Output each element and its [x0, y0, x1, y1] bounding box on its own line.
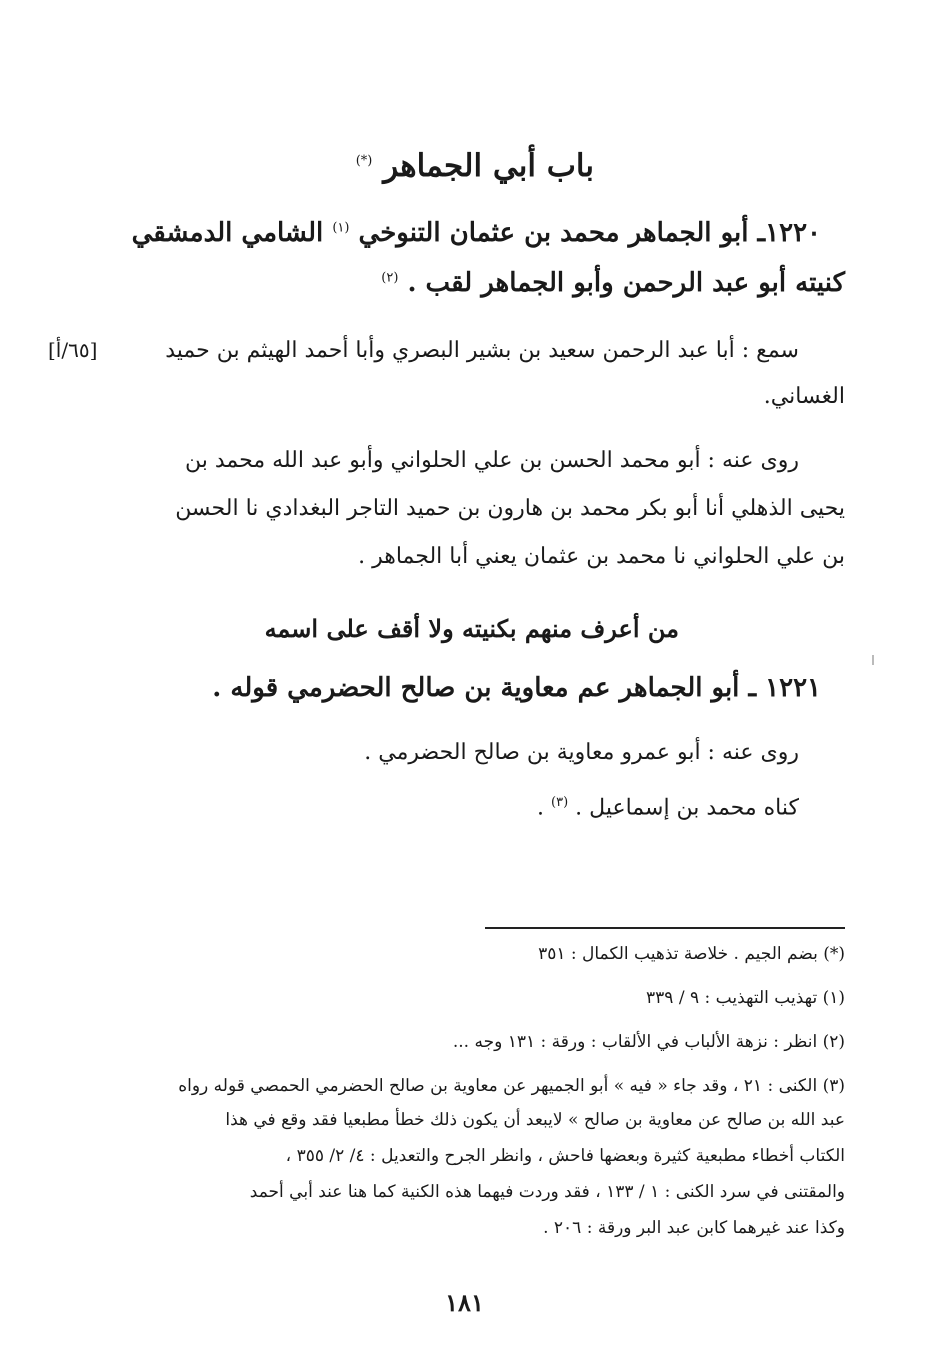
- entry-1220-sama-line-1: سمع : أبا عبد الرحمن سعيد بن بشير البصري وأبا أحمد الهيثم بن حميد: [165, 338, 799, 363]
- entry-1220-rawa-line-1: روى عنه : أبو محمد الحسن بن علي الحلواني وأبو عبد الله محمد بن: [184, 448, 799, 473]
- footnote-ref-2: (٢): [381, 270, 399, 286]
- footnote-star: (*) بضم الجيم . خلاصة تذهيب الكمال : ٣٥١: [538, 944, 845, 964]
- chapter-title: [356, 148, 594, 184]
- page-number: ١٨١: [445, 1288, 484, 1317]
- entry-1220-title: [132, 218, 821, 248]
- footnote-ref-3: (٣): [551, 795, 569, 810]
- footnote-3-line-5: وكذا عند غيرهما كابن عبد البر ورقة : ٢٠٦ .: [543, 1218, 845, 1238]
- footnote-2: (٢) انظر : نزهة الألباب في الألقاب : ورقة : ١٣١ وجه ...: [452, 1032, 845, 1052]
- chapter-footnote-ref: (*): [355, 153, 373, 169]
- section-heading: من أعرف منهم بكنيته ولا أقف على اسمه: [264, 614, 679, 643]
- entry-1220-sama-line-2: الغساني.: [763, 384, 845, 409]
- entry-1221-title: ١٢٢١ ـ أبو الجماهر عم معاوية بن صالح الحضرمي قوله .: [212, 673, 821, 703]
- footnote-3-line-4: والمقتنى في سرد الكنى : ١ / ١٣٣ ، فقد وردت فيهما هذه الكنية كما هنا عند أبي أحمد: [249, 1182, 845, 1202]
- footnote-1: (١) تهذيب التهذيب : ٩ / ٣٣٩: [646, 988, 845, 1008]
- footnote-ref-1: (١): [332, 220, 350, 236]
- entry-1220-rawa-line-3: بن علي الحلواني نا محمد بن عثمان يعني أبا الجماهر .: [358, 544, 845, 569]
- entry-1221-kunya-text: كناه محمد بن إسماعيل .: [575, 795, 799, 821]
- entry-1221-kunya-end: .: [537, 795, 545, 821]
- entry-1220-rawa-line-2: يحيى الذهلي أنا أبو بكر محمد بن هارون بن حميد التاجر البغدادي نا الحسن: [175, 496, 845, 521]
- footnote-3-line-1: (٣) الكنى : ٢١ ، وقد جاء « فيه » أبو الجميهر عن معاوية بن صالح الحضرمي الحمصي قوله رواه: [178, 1076, 845, 1096]
- entry-1220-nisba: الشامي الدمشقي: [131, 218, 324, 248]
- entry-1221-rawa: روى عنه : أبو عمرو معاوية بن صالح الحضرمي .: [364, 740, 799, 765]
- entry-1221-kunya: [537, 795, 799, 820]
- chapter-title-text: باب أبي الجماهر: [383, 148, 594, 184]
- footnote-divider: [485, 927, 845, 929]
- entry-1220-kunya: [381, 268, 845, 298]
- footnote-3-line-2: عبد الله بن صالح عن معاوية بن صالح » لايبعد أن يكون ذلك خطأ مطبعيا فقد وقع في هذا: [225, 1110, 845, 1130]
- margin-mark: [872, 655, 874, 665]
- footnote-3-line-3: الكتاب أخطاء مطبعية كثيرة وبعضها فاحش ، وانظر الجرح والتعديل : ٤/ ٢/ ٣٥٥ ،: [285, 1146, 845, 1166]
- entry-1220-kunya-text: كنيته أبو عبد الرحمن وأبو الجماهر لقب .: [407, 268, 845, 298]
- entry-1220-name: ١٢٢٠ـ أبو الجماهر محمد بن عثمان التنوخي: [358, 218, 821, 248]
- manuscript-folio-ref: [٦٥/أ]: [48, 338, 98, 362]
